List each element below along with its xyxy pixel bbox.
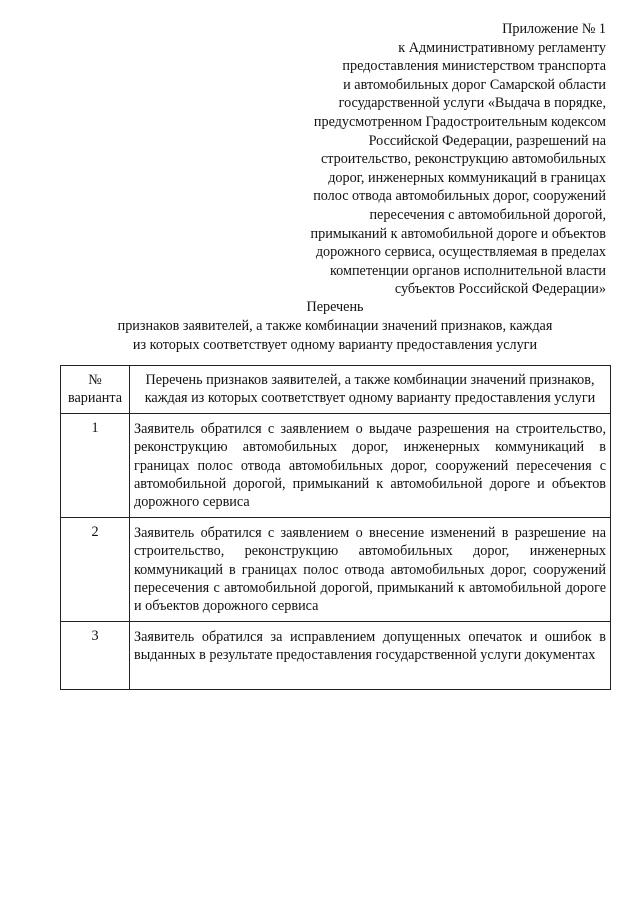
table-header-row [61, 366, 611, 414]
appendix-line: предусмотренном Градостроительным кодексом [313, 113, 606, 130]
variant-description: Заявитель обратился с заявлением о выдаче разрешения на строительство, реконструкцию автомобильных дорог, инженерных коммуникаций в границах полос отвода автомобильных дорог, сооружений пересечения с автомобильной дорогой, примыканий к автомобильной дороге и объектов дорожного сервиса [130, 413, 611, 517]
appendix-line: пересечения с автомобильной дорогой, [369, 206, 606, 223]
heading-title: Перечень [306, 299, 364, 315]
table-row [61, 413, 611, 517]
column-header-number [61, 366, 130, 414]
appendix-line: государственной услуги «Выдача в порядке, [338, 95, 606, 112]
appendix-line: предоставления министерством транспорта [342, 58, 606, 75]
variant-number: 3 [61, 621, 130, 689]
column-header-number-line: № [88, 372, 102, 388]
appendix-line: и автомобильных дорог Самарской области [343, 76, 606, 93]
table-row [61, 621, 611, 689]
variant-number: 2 [61, 517, 130, 621]
document-heading [60, 298, 610, 355]
appendix-line: Российской Федерации, разрешений на [368, 132, 606, 149]
appendix-line: Приложение № 1 [502, 21, 606, 37]
appendix-line: к Административному регламенту [398, 39, 606, 56]
variant-description: Заявитель обратился за исправлением допущенных опечаток и ошибок в выданных в результате предоставления государственной услуги документах [130, 621, 611, 689]
variant-description: Заявитель обратился с заявлением о внесение изменений в разрешение на строительство, реконструкцию автомобильных дорог, инженерных коммуникаций в границах полос отвода автомобильных дорог, сооружений пересечения с автомобильной дорогой, примыканий к автомобильной дороге и объектов дорожного сервиса [130, 517, 611, 621]
appendix-line: примыканий к автомобильной дороге и объектов [310, 225, 606, 242]
appendix-line: строительство, реконструкцию автомобильных [320, 151, 606, 168]
appendix-line: дорожного сервиса, осуществляемая в пределах [315, 244, 606, 261]
appendix-header-block [246, 20, 606, 299]
appendix-line: полос отвода автомобильных дорог, сооружений [313, 188, 606, 205]
appendix-line: компетенции органов исполнительной власти [329, 262, 606, 279]
appendix-line: дорог, инженерных коммуникаций в границах [328, 169, 606, 186]
table-row [61, 517, 611, 621]
heading-subtitle-line: из которых соответствует одному варианту предоставления услуги [132, 337, 538, 353]
variant-number: 1 [61, 413, 130, 517]
column-header-number-line: варианта [67, 390, 123, 407]
appendix-line: субъектов Российской Федерации» [394, 281, 606, 298]
column-header-description: Перечень признаков заявителей, а также комбинации значений признаков, каждая из которых соответствует одному варианту предоставления услуги [130, 366, 611, 414]
variants-table [60, 365, 611, 690]
heading-subtitle-line: признаков заявителей, а также комбинации значений признаков, каждая [117, 318, 553, 334]
